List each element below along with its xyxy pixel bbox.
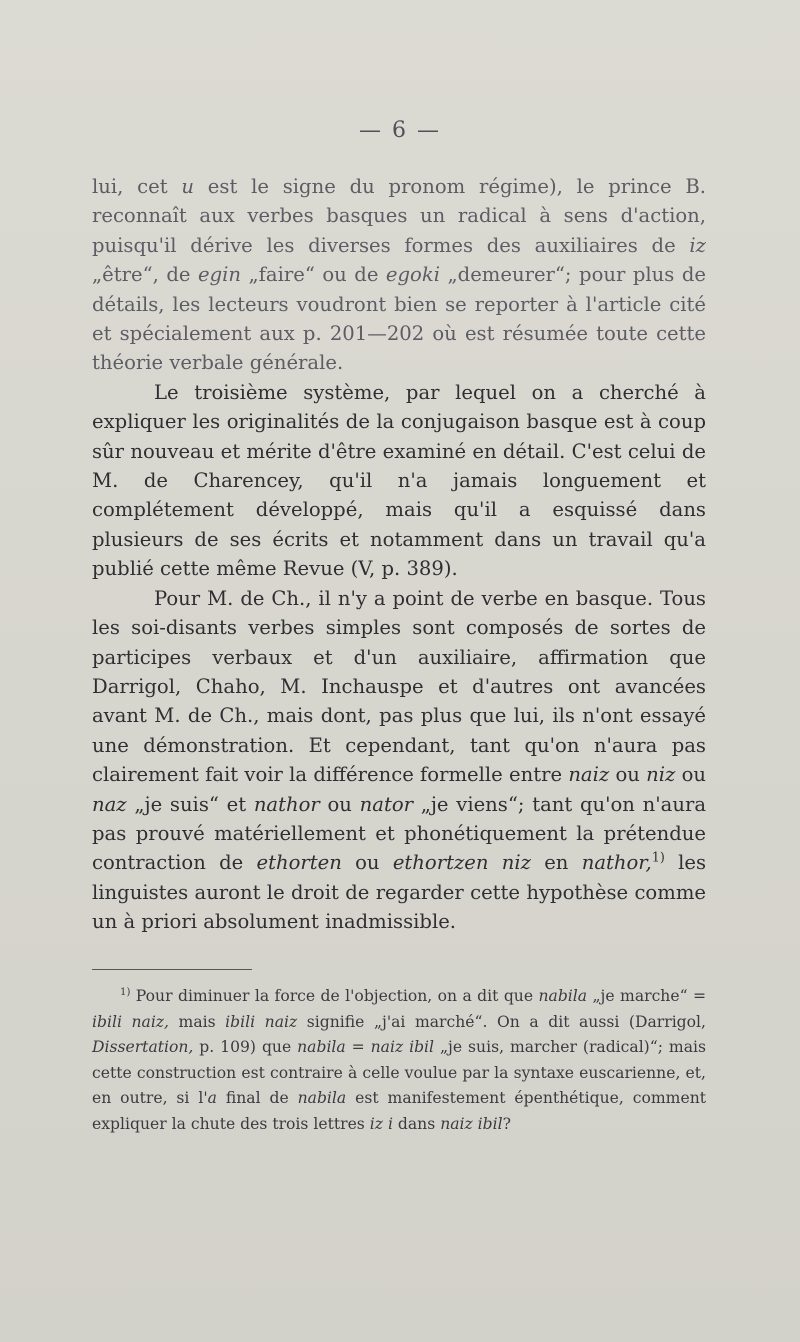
italic-term: u [181,175,195,198]
text-run: ? [502,1114,512,1133]
text-run: p. 109) que [193,1038,298,1056]
paragraph [92,378,706,584]
text-run: dans [392,1114,441,1133]
text-run: Pour diminuer la force de l'objection, on a dit que [130,987,539,1005]
italic-term: a [207,1089,217,1107]
footnote-marker: 1) [120,986,131,998]
italic-term: naiz ibil [440,1114,503,1133]
text-run: „être“, de [92,263,198,287]
text-run: Pour M. de Ch., il n'y a point de verbe en basque. Tous les soi-disants verbes simples sont composés de sortes de participes verbaux et d'un auxiliaire, affirmation que Darrigol, Chaho, M. Inchauspe et d'autres ont avancées avant M. de Ch., mais dont, pas plus que lui, ils n'ont essayé une démonstration. Et cependant, tant qu'on n'aura pas clairement fait voir la différence formelle entre [92,586,706,787]
footnote-marker: 1) [651,850,665,866]
text-run: „je suis“ et [126,792,254,816]
text-run: lui, cet [92,175,182,198]
text-run: signifie „j'ai marché“. On a dit aussi (Darrigol, [297,1012,706,1031]
paragraph [92,172,706,378]
text-run: ou [609,763,647,787]
italic-term: nathor [253,792,320,816]
text-run: en [530,851,582,875]
italic-term: nabila [538,987,588,1005]
text-run: „je suis, marcher (radical)“; mais cette construction est contraire à celle voulue par la syntaxe euscarienne, et, en outre, si l' [92,1038,706,1107]
italic-term: egoki [385,263,440,287]
italic-term: nathor, [581,851,652,875]
italic-term: naz [92,792,127,816]
italic-term: nabila = naiz ibil [297,1038,435,1056]
italic-term: iz i [369,1114,393,1133]
text-run: Le troisième système, par lequel on a cherché à expliquer les originalités de la conjugaison basque est à coup sûr nouveau et mérite d'être examiné en détail. C'est celui de M. de Charencey, qu'il n'a jamais longuement et complétement développé, mais qu'il a esquissé dans plusieurs de ses écrits et notamment dans un travail qu'a publié cette même Revue (V, p. 389). [92,380,706,581]
text-run: ou [675,763,707,787]
italic-term: ibili naiz, [92,1012,169,1031]
italic-term: ethorten [256,851,342,875]
text-run: „demeurer“; pour plus de détails, les lecteurs voudront bien se reporter à l'article cité et spécialement aux p. 201—202 où est résumée toute cette théorie verbale générale. [92,263,706,375]
italic-term: nabila [297,1089,347,1107]
italic-term: nator [359,792,413,816]
text-run: final de [216,1089,298,1107]
italic-term: niz [646,763,676,787]
text-run: „je viens“; tant qu'on n'aura pas prouvé matériellement et phonétiquement la prétendue contraction de [92,792,706,875]
text-run: „je marche“ = [587,987,707,1005]
text-run: mais [168,1012,226,1031]
text-run: ou [341,851,393,875]
italic-term: Dissertation, [92,1038,194,1056]
text-run: „faire“ ou de [241,263,386,287]
text-run: est manifestement épenthétique, comment expliquer la chute des trois lettres [92,1089,707,1133]
text-run: ou [319,792,360,816]
italic-term: egin [197,263,242,287]
main-text [92,172,706,937]
paragraph [92,584,706,937]
footnote-paragraph [92,984,706,1137]
italic-term: ibili naiz [225,1012,298,1031]
italic-term: iz [689,233,706,257]
page-number: — 6 — [359,118,441,143]
italic-term: naiz [568,763,610,787]
footnote [92,984,706,1137]
text-run: est le signe du pronom régime), le prince B. reconnaît aux verbes basques un radical à sens d'action, puisqu'il dérive les diverses formes des auxiliaires de [92,175,707,257]
footnote-separator [92,969,252,970]
text-run: les linguistes auront le droit de regarder cette hypothèse comme un à priori absolument inadmissible. [92,851,707,934]
italic-term: ethortzen niz [392,851,531,875]
